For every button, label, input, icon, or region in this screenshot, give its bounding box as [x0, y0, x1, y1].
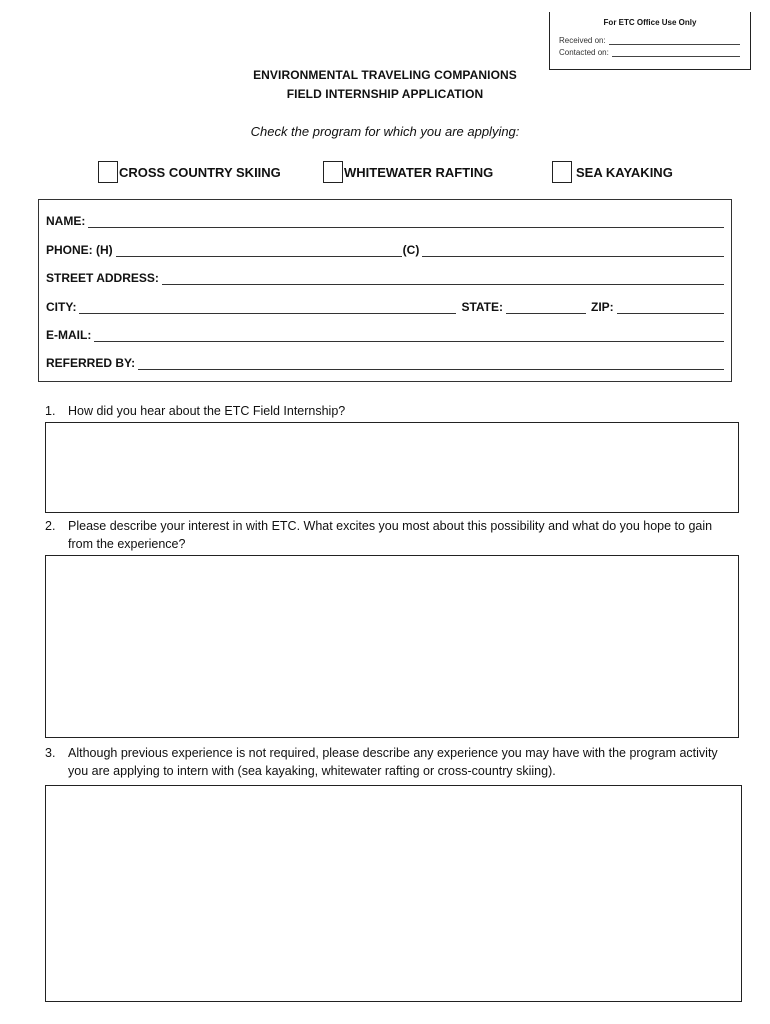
question-text: Please describe your interest in with ETC. What excites you most about this possibility and what do you hope to gain from the experience?	[68, 519, 713, 551]
phone-home-label: PHONE: (H)	[46, 243, 113, 257]
checkbox-cross-country-skiing[interactable]	[98, 161, 118, 183]
program-option-whitewater-rafting[interactable]	[323, 160, 493, 184]
phone-cell-field[interactable]	[422, 244, 724, 257]
checkbox-whitewater-rafting[interactable]	[323, 161, 343, 183]
question-number: 1.	[45, 404, 56, 418]
city-label: CITY:	[46, 300, 77, 314]
phone-cell-label: (C)	[402, 243, 420, 257]
checkbox-sea-kayaking[interactable]	[552, 161, 572, 183]
state-field[interactable]	[506, 301, 586, 314]
received-on-label: Received on:	[559, 36, 606, 45]
question-text: How did you hear about the ETC Field Internship?	[68, 404, 346, 418]
answer-box-3[interactable]	[45, 785, 742, 1002]
program-label: SEA KAYAKING	[576, 164, 673, 180]
question-number: 2.	[45, 519, 56, 533]
street-address-label: STREET ADDRESS:	[46, 271, 159, 285]
referred-by-field[interactable]	[138, 357, 724, 370]
question-1	[45, 402, 725, 420]
program-label: CROSS COUNTRY SKIING	[119, 164, 281, 180]
name-field[interactable]	[88, 215, 724, 228]
zip-label: ZIP:	[591, 300, 614, 314]
answer-box-1[interactable]	[45, 422, 739, 513]
contact-info-section	[38, 199, 732, 382]
program-label: WHITEWATER RAFTING	[344, 164, 494, 180]
contacted-on-label: Contacted on:	[559, 48, 609, 57]
office-use-box	[549, 12, 751, 70]
state-label: STATE:	[461, 300, 504, 314]
email-label: E-MAIL:	[46, 328, 92, 342]
contacted-on-field[interactable]	[559, 48, 740, 57]
referred-by-label: REFERRED BY:	[46, 356, 136, 370]
form-title: FIELD INTERNSHIP APPLICATION	[286, 87, 484, 101]
program-instruction: Check the program for which you are applying:	[250, 124, 520, 139]
program-option-sea-kayaking[interactable]	[552, 160, 673, 184]
program-option-cross-country-skiing[interactable]	[98, 160, 281, 184]
city-field[interactable]	[79, 301, 456, 314]
question-number: 3.	[45, 746, 56, 760]
answer-box-2[interactable]	[45, 555, 739, 738]
organization-title: ENVIRONMENTAL TRAVELING COMPANIONS	[253, 68, 517, 82]
zip-field[interactable]	[617, 301, 724, 314]
question-2	[45, 517, 725, 553]
street-address-field[interactable]	[162, 272, 724, 285]
email-field[interactable]	[94, 329, 724, 342]
question-3	[45, 744, 725, 780]
question-text: Although previous experience is not required, please describe any experience you may have with the program activity you are applying to intern with (sea kayaking, whitewater rafting or cross-country skiing).	[68, 746, 718, 778]
office-use-title: For ETC Office Use Only	[603, 18, 697, 27]
phone-home-field[interactable]	[116, 244, 402, 257]
received-on-field[interactable]	[559, 36, 740, 45]
name-label: NAME:	[46, 214, 86, 228]
